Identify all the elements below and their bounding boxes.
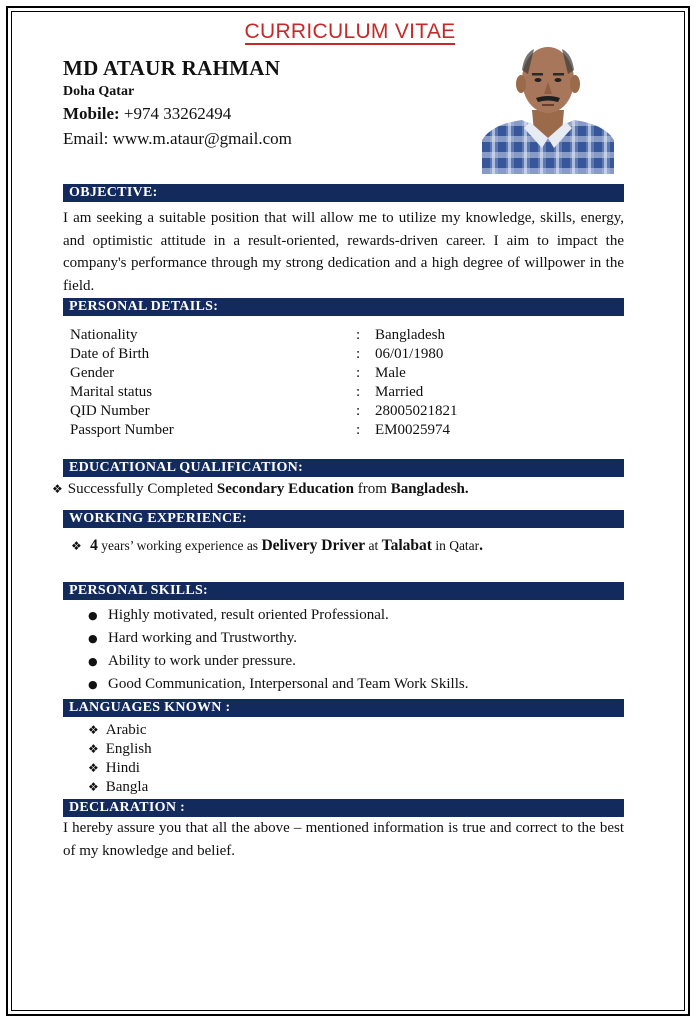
dot-bullet-icon: ●	[88, 609, 98, 622]
list-item: ● Hard working and Trustworthy.	[88, 627, 468, 650]
work-experience-item: ❖ 4 years’ working experience as Delivery Driver at Talabat in Qatar.	[71, 537, 484, 554]
section-declaration: DECLARATION :	[63, 799, 624, 817]
candidate-name: MD ATAUR RAHMAN	[63, 56, 281, 80]
diamond-bullet-icon: ❖	[71, 539, 82, 553]
languages-list	[88, 721, 152, 797]
list-item: ❖ Bangla	[88, 779, 149, 795]
section-personal-skills: PERSONAL SKILLS:	[63, 582, 624, 600]
dot-bullet-icon: ●	[88, 655, 98, 668]
education-item: ❖ Successfully Completed Secondary Education from Bangladesh.	[52, 481, 469, 497]
detail-label: Marital status	[70, 384, 153, 400]
detail-row-gender: Gender : Male	[70, 365, 406, 381]
detail-value: Married	[375, 384, 424, 400]
list-item: ● Good Communication, Interpersonal and Team Work Skills.	[88, 673, 468, 696]
detail-row-marital-status: Marital status : Married	[70, 384, 424, 400]
dot-bullet-icon: ●	[88, 632, 98, 645]
diamond-bullet-icon: ❖	[88, 780, 99, 794]
diamond-bullet-icon: ❖	[52, 482, 63, 496]
document-title: CURRICULUM VITAE	[244, 20, 456, 43]
diamond-bullet-icon: ❖	[88, 742, 99, 756]
detail-row-dob: Date of Birth : 06/01/1980	[70, 346, 444, 362]
list-item: ❖ Hindi	[88, 760, 140, 776]
objective-text: I am seeking a suitable position that will allow me to utilize my knowledge, skills, energy, and optimistic attitude in a result-oriented, rewards-driven career. I aim to impact the company's performance through my strong dedication and a high degree of willpower in the field.	[63, 210, 624, 294]
detail-value: 06/01/1980	[375, 346, 444, 362]
declaration-text: I hereby assure you that all the above – mentioned information is true and correct to the best of my knowledge and belief.	[63, 820, 624, 859]
candidate-email: Email: www.m.ataur@gmail.com	[63, 129, 292, 148]
list-item: ❖ Arabic	[88, 722, 147, 738]
detail-label: Date of Birth	[70, 346, 150, 362]
detail-value: Male	[375, 365, 406, 381]
section-personal-details: PERSONAL DETAILS:	[63, 298, 624, 316]
section-objective: OBJECTIVE:	[63, 184, 624, 202]
diamond-bullet-icon: ❖	[88, 723, 99, 737]
candidate-mobile: Mobile: +974 33262494	[63, 104, 232, 123]
section-education: EDUCATIONAL QUALIFICATION:	[63, 459, 624, 477]
detail-label: QID Number	[70, 403, 150, 419]
skills-list	[88, 604, 468, 696]
dot-bullet-icon: ●	[88, 678, 98, 691]
detail-row-nationality: Nationality : Bangladesh	[70, 327, 445, 343]
candidate-location: Doha Qatar	[63, 84, 135, 99]
detail-value: EM0025974	[375, 422, 450, 438]
detail-row-passport: Passport Number : EM0025974	[70, 422, 450, 438]
detail-label: Nationality	[70, 327, 138, 343]
profile-photo	[482, 40, 614, 174]
personal-details-table	[70, 326, 570, 440]
section-work-experience: WORKING EXPERIENCE:	[63, 510, 624, 528]
list-item: ● Ability to work under pressure.	[88, 650, 468, 673]
diamond-bullet-icon: ❖	[88, 761, 99, 775]
list-item: ❖ English	[88, 741, 152, 757]
list-item: ● Highly motivated, result oriented Professional.	[88, 604, 468, 627]
detail-value: Bangladesh	[375, 327, 445, 343]
detail-value: 28005021821	[375, 403, 458, 419]
detail-label: Passport Number	[70, 422, 174, 438]
section-languages: LANGUAGES KNOWN :	[63, 699, 624, 717]
detail-label: Gender	[70, 365, 115, 381]
detail-row-qid: QID Number : 28005021821	[70, 403, 458, 419]
